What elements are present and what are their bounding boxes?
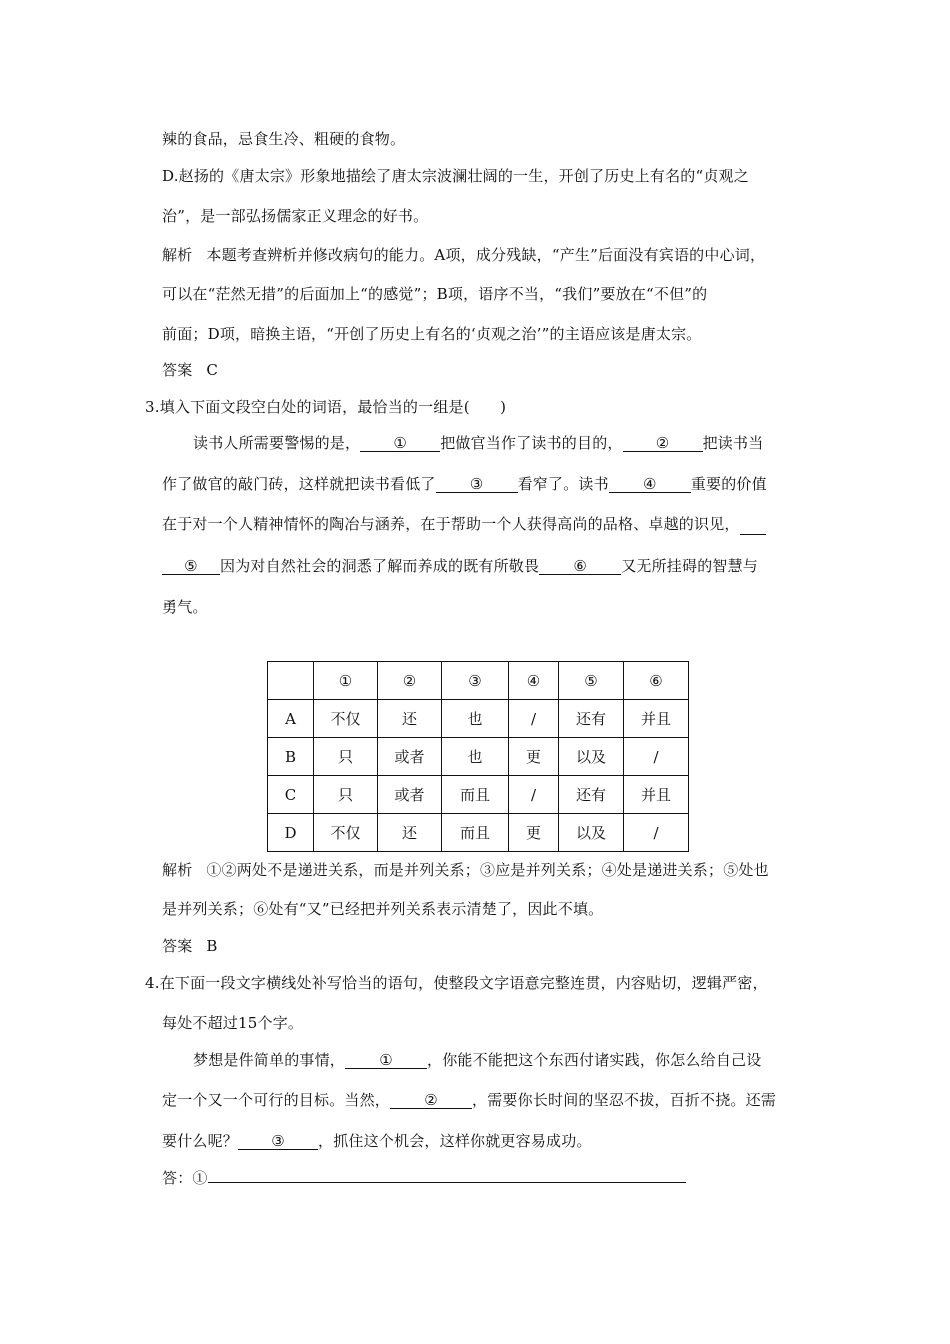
table-cell: 而且 — [442, 814, 509, 852]
table-cell: ④ — [509, 662, 559, 700]
table-cell: 不仅 — [314, 700, 378, 738]
table-cell: 还有 — [559, 700, 624, 738]
option-d-line-2: 治”，是一部弘扬儒家正义理念的好书。 — [162, 207, 429, 225]
answer-line — [162, 359, 218, 380]
table-cell: 或者 — [378, 776, 442, 814]
table-cell: 并且 — [624, 776, 689, 814]
answer-value: C — [206, 361, 219, 379]
text-line-1: 辣的食品，忌食生冷、粗硬的食物。 — [162, 130, 406, 148]
q3-text: 因为对自然社会的洞悉了解而养成的既有所敬畏 — [220, 557, 540, 575]
table-cell: ① — [314, 662, 378, 700]
q3-text: 又无所挂碍的智慧与 — [621, 557, 759, 575]
table-cell — [268, 662, 314, 700]
q4-stem-line-1: 4.在下面一段文字横线处补写恰当的语句，使整段文字语意完整连贯，内容贴切，逻辑严密， — [145, 974, 768, 992]
table-cell: 不仅 — [314, 814, 378, 852]
q4-blank-2: ② — [390, 1092, 472, 1109]
q3-answer-line — [162, 935, 218, 956]
analysis-line-2: 可以在“茫然无措”的后面加上“的感觉”；B项，语序不当，“我们”要放在“不但”的 — [162, 285, 708, 303]
table-cell: 以及 — [559, 814, 624, 852]
q3-blank-4: ④ — [609, 476, 691, 493]
q4-stem-line-2: 每处不超过15个字。 — [162, 1014, 304, 1032]
answer-label: 答案 — [162, 361, 193, 379]
table-cell: ② — [378, 662, 442, 700]
q3-text: 读书人所需要警惕的是， — [193, 434, 361, 452]
table-cell: / — [624, 738, 689, 776]
table-cell: 也 — [442, 700, 509, 738]
q4-text: ，你能不能把这个东西付诸实践，你怎么给自己设 — [427, 1051, 762, 1069]
table-row — [268, 776, 689, 814]
q3-passage-line-3 — [162, 513, 766, 535]
q3-analysis-line-1 — [162, 859, 769, 880]
table-cell: 还有 — [559, 776, 624, 814]
q3-blank-1: ① — [360, 435, 440, 452]
table-cell: / — [509, 776, 559, 814]
q3-analysis-line-2: 是并列关系；⑥处有“又”已经把并列关系表示清楚了，因此不填。 — [162, 900, 604, 918]
table-cell: / — [509, 700, 559, 738]
q3-text: 把读书当 — [702, 434, 764, 452]
table-cell: 以及 — [559, 738, 624, 776]
analysis-text: 本题考查辨析并修改病句的能力。A项，成分残缺，“产生”后面没有宾语的中心词， — [206, 246, 766, 264]
q3-passage-line-5: 勇气。 — [162, 598, 208, 616]
answer-value: B — [206, 937, 218, 955]
table-cell: 只 — [314, 776, 378, 814]
table-cell: C — [268, 776, 314, 814]
table-cell: 只 — [314, 738, 378, 776]
table-cell: ⑤ — [559, 662, 624, 700]
table-cell: 并且 — [624, 700, 689, 738]
table-cell: 还 — [378, 700, 442, 738]
table-cell: / — [624, 814, 689, 852]
table-cell: D — [268, 814, 314, 852]
table-cell: ③ — [442, 662, 509, 700]
table-cell: B — [268, 738, 314, 776]
table-cell: A — [268, 700, 314, 738]
analysis-text: ①②两处不是递进关系，而是并列关系；③应是并列关系；④处是递进关系；⑤处也 — [206, 861, 769, 879]
answer-prefix: 答：① — [162, 1169, 208, 1187]
table-row — [268, 814, 689, 852]
q4-passage-line-3 — [162, 1130, 592, 1151]
table-cell: 或者 — [378, 738, 442, 776]
answer-label: 答案 — [162, 937, 193, 955]
q3-text: 重要的价值 — [690, 475, 767, 493]
table-cell: 还 — [378, 814, 442, 852]
q3-passage-line-2 — [162, 473, 767, 494]
q3-stem: 3.填入下面文段空白处的词语，最恰当的一组是( ) — [145, 398, 507, 416]
table-row — [268, 738, 689, 776]
q4-answer-line — [162, 1167, 686, 1188]
analysis-line-1 — [162, 244, 765, 265]
analysis-label: 解析 — [162, 861, 193, 879]
table-cell: ⑥ — [624, 662, 689, 700]
q3-passage-line-1 — [193, 432, 763, 453]
q4-passage-line-2 — [162, 1089, 776, 1110]
q3-text: 作了做官的敲门砖，这样就把读书看低了 — [162, 475, 436, 493]
answer-input-line[interactable] — [208, 1168, 686, 1183]
q3-blank-5: ⑤ — [162, 558, 220, 575]
q3-blank-6: ⑥ — [539, 558, 621, 575]
options-table — [267, 661, 689, 852]
analysis-label: 解析 — [162, 246, 193, 264]
q3-text: 把做官当作了读书的目的， — [440, 434, 623, 452]
table-cell: 更 — [509, 738, 559, 776]
q4-text: ，抓住这个机会，这样你就更容易成功。 — [318, 1132, 592, 1150]
q4-text: 定一个又一个可行的目标。当然， — [162, 1091, 391, 1109]
q3-passage-line-4 — [162, 555, 758, 576]
analysis-line-3: 前面；D项，暗换主语，“开创了历史上有名的‘贞观之治’”的主语应该是唐太宗。 — [162, 325, 702, 343]
table-cell: 而且 — [442, 776, 509, 814]
option-d-line-1: D.赵扬的《唐太宗》形象地描绘了唐太宗波澜壮阔的一生，开创了历史上有名的“贞观之 — [162, 167, 749, 185]
q3-blank-2: ② — [623, 435, 703, 452]
q3-blank-3: ③ — [436, 476, 518, 493]
q3-text: 在于对一个人精神情怀的陶冶与涵养，在于帮助一个人获得高尚的品格、卓越的识见， — [162, 515, 740, 533]
table-cell: 更 — [509, 814, 559, 852]
table-cell: 也 — [442, 738, 509, 776]
q3-blank-5-start — [740, 518, 766, 535]
q4-blank-1: ① — [345, 1052, 427, 1069]
q4-text: 要什么呢？ — [162, 1132, 239, 1150]
q4-passage-line-1 — [193, 1049, 761, 1070]
table-header-row — [268, 662, 689, 700]
q3-text: 看窄了。读书 — [517, 475, 609, 493]
table-row — [268, 700, 689, 738]
q4-text: ，需要你长时间的坚忍不拔，百折不挠。还需 — [472, 1091, 777, 1109]
q4-text: 梦想是件简单的事情， — [193, 1051, 346, 1069]
q4-blank-3: ③ — [238, 1133, 318, 1150]
